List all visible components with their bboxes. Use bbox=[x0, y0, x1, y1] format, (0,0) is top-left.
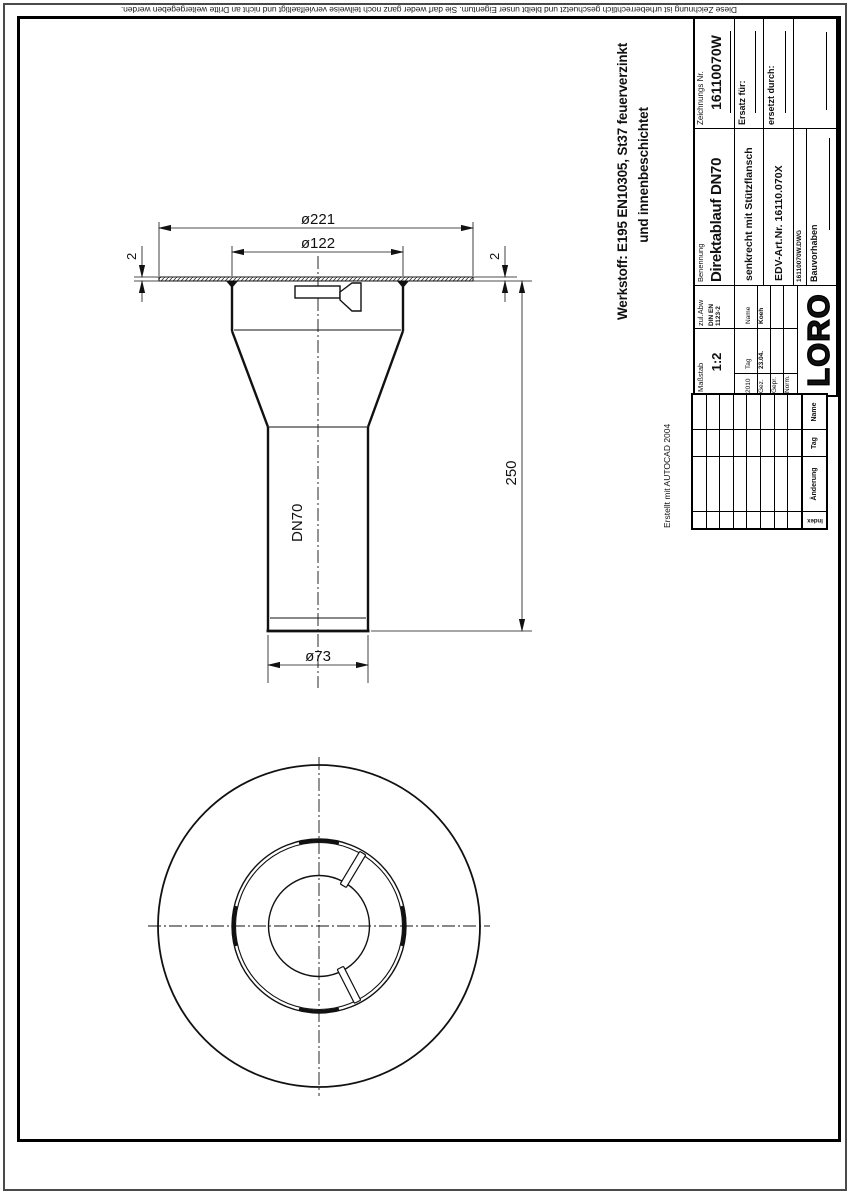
file-name-cell bbox=[794, 128, 807, 285]
scale-value: 1:2 bbox=[709, 352, 724, 372]
dim-flange-outer-dia: ø221 bbox=[300, 211, 336, 228]
signature-table bbox=[735, 285, 798, 395]
edv-art-nr: EDV-Art.Nr. 16110.070X bbox=[773, 165, 785, 281]
designation-subtitle: senkrecht mit Stützflansch bbox=[743, 147, 755, 281]
loro-logo bbox=[798, 285, 838, 395]
revision-row bbox=[761, 395, 775, 528]
designation-subtitle-cell bbox=[735, 128, 764, 285]
dim-length: 250 bbox=[503, 460, 520, 486]
drawing-no-underline bbox=[730, 31, 731, 113]
material-note bbox=[612, 30, 668, 320]
revision-header-name: Name bbox=[811, 402, 819, 422]
flange-plate bbox=[159, 277, 473, 281]
revision-row bbox=[747, 395, 761, 528]
dim-flange-thickness-left: 2 bbox=[124, 252, 139, 260]
cone-wall-left bbox=[232, 331, 268, 427]
copyright-note: Diese Zeichnung ist urheberrechtlich geschuetzt und bleibt unser Eigentum. Sie darf weder ganz noch teilweise vervielfaeltigt und nicht an Dritte weitergegeben werden. bbox=[121, 5, 737, 15]
loro-logo-text: LORO bbox=[801, 293, 836, 387]
title-block bbox=[693, 17, 838, 397]
created-with-note: Erstellt mit AUTOCAD 2004 bbox=[662, 423, 672, 528]
sign-col-tag: Tag bbox=[735, 328, 758, 373]
revision-row bbox=[788, 395, 802, 528]
drawing-views bbox=[80, 190, 560, 1110]
sign-col-name: Name bbox=[735, 285, 758, 328]
drawing-no-value: 16110070W bbox=[708, 35, 724, 110]
sign-row-gez-date: 23.04. bbox=[758, 328, 771, 373]
revision-row bbox=[707, 395, 721, 528]
revision-header-index: Index bbox=[803, 511, 827, 528]
sign-row-norm-name bbox=[784, 285, 798, 328]
dim-flange-thickness-right: 2 bbox=[487, 252, 502, 260]
replaced-by-fill-line-2 bbox=[826, 32, 827, 110]
revision-header-aenderung: Änderung bbox=[803, 456, 827, 511]
replaced-by-cell bbox=[764, 17, 794, 128]
replacement-for-fill-line bbox=[755, 31, 756, 113]
replaced-by-fill-line bbox=[785, 31, 786, 113]
replaced-by-blank-cell bbox=[794, 17, 838, 128]
project-label: Bauvorhaben bbox=[809, 224, 819, 282]
sign-row-norm-date bbox=[784, 328, 798, 373]
logo-cell bbox=[798, 285, 838, 395]
revision-table bbox=[691, 393, 828, 530]
edv-art-cell bbox=[764, 128, 794, 285]
revision-row bbox=[720, 395, 734, 528]
designation-title: Direktablauf DN70 bbox=[708, 157, 725, 282]
dim-pipe-dia: ø73 bbox=[305, 648, 331, 665]
revision-header-tag: Tag bbox=[803, 429, 827, 456]
scale-label: Maßstab bbox=[696, 362, 705, 392]
sign-row-norm-label: Norm. bbox=[784, 373, 798, 395]
replacement-for-label: Ersatz für: bbox=[737, 80, 747, 125]
replaced-by-label: ersetzt durch: bbox=[766, 65, 776, 125]
dim-body-dia: ø122 bbox=[300, 235, 336, 252]
scale-cell bbox=[695, 328, 735, 395]
sign-year: 2010 bbox=[735, 373, 758, 395]
file-name: 16110070W.DWG bbox=[796, 229, 803, 282]
project-cell bbox=[807, 128, 838, 285]
revision-row bbox=[775, 395, 789, 528]
material-line1: Werkstoff: E195 EN10305, St37 feuerverzinkt bbox=[615, 42, 630, 320]
project-fill-line bbox=[829, 138, 830, 230]
sign-row-gez-name: Koeh bbox=[758, 285, 771, 328]
clamp-wing bbox=[340, 283, 361, 311]
top-view bbox=[148, 757, 490, 1096]
clamp-tab-lower bbox=[337, 966, 360, 1003]
designation-label: Benennung bbox=[696, 243, 705, 282]
replacement-for-cell bbox=[735, 17, 764, 128]
cone-wall-right bbox=[368, 331, 403, 427]
designation-cell bbox=[695, 128, 735, 285]
label-nominal-size: DN70 bbox=[289, 503, 306, 542]
clamp-tab-upper bbox=[340, 851, 366, 887]
sign-row-gepr-name bbox=[771, 285, 784, 328]
drawing-no-cell bbox=[695, 17, 735, 128]
revision-row bbox=[734, 395, 748, 528]
sign-row-gepr-date bbox=[771, 328, 784, 373]
sign-row-gepr-label: Gepr. bbox=[771, 373, 784, 395]
revision-row bbox=[693, 395, 707, 528]
tolerance-label: zul.Abw bbox=[696, 299, 705, 326]
tolerance-cell bbox=[695, 285, 735, 328]
revision-header bbox=[802, 395, 827, 528]
sign-row-gez-label: Gez. bbox=[758, 373, 771, 395]
clamp-bar bbox=[295, 286, 340, 298]
front-view bbox=[124, 211, 532, 688]
material-line2: und innenbeschichtet bbox=[636, 107, 651, 243]
tolerance-value: DIN EN 1123-2 bbox=[708, 303, 722, 326]
drawing-no-label: Zeichnungs Nr. bbox=[696, 71, 705, 125]
